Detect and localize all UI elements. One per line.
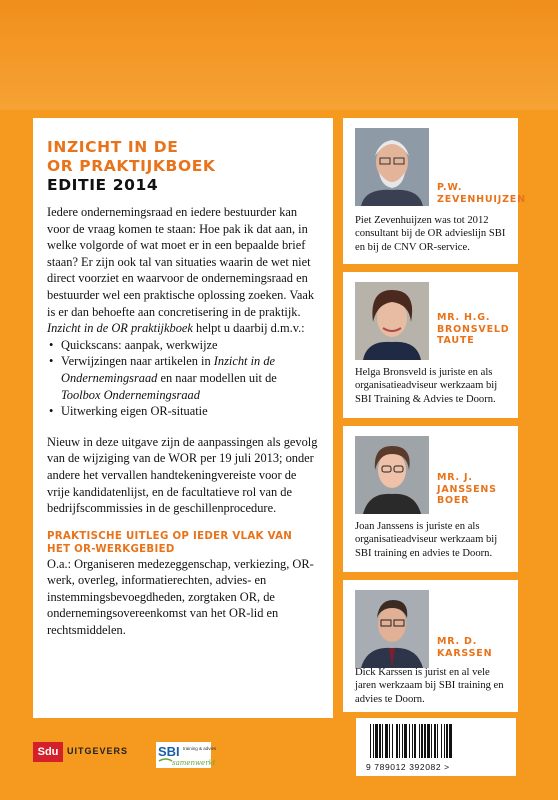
barcode-bar — [392, 724, 393, 758]
list-item-italic: Inzicht in de Ondernemingsraad — [61, 354, 276, 385]
barcode-bar — [404, 724, 407, 758]
barcode-bar — [396, 724, 398, 758]
barcode — [356, 718, 516, 776]
cover-top-band — [0, 0, 558, 110]
sbi-logo-tag: samenwerkt — [172, 759, 216, 767]
barcode-bar — [421, 724, 423, 758]
barcode-bars — [356, 718, 516, 762]
barcode-bar — [431, 724, 432, 758]
author-photo — [355, 282, 429, 360]
author-bio: Dick Karssen is jurist en al vele jaren werkzaam bij SBI training en advies te Doorn. — [355, 667, 504, 705]
barcode-bar — [427, 724, 430, 758]
author-card — [343, 426, 518, 572]
feature-list — [47, 337, 319, 420]
barcode-bar — [437, 724, 438, 758]
isbn-number: 9 789012 392082 > — [366, 762, 450, 772]
sdu-logo: Sdu — [33, 742, 63, 762]
barcode-bar — [373, 724, 374, 758]
main-text-panel — [33, 118, 333, 718]
author-bio: Piet Zevenhuijzen was tot 2012 consultant bij de OR advieslijn SBI en bij de CNV OR-service. — [355, 215, 506, 253]
update-paragraph: Nieuw in deze uitgave zijn de aanpassingen als gevolg van de wijziging van de WOR per 19 juli 2013; onder andere het vervallen handtekeningvereiste voor de vrije kandidatenlijst, en de facultatieve rol van de bedrijfscommissies in de geschillenprocedure. — [47, 434, 318, 516]
barcode-bar — [402, 724, 403, 758]
author-card — [343, 580, 518, 712]
barcode-bar — [419, 724, 420, 758]
barcode-bar — [409, 724, 410, 758]
barcode-bar — [449, 724, 452, 758]
body-text — [47, 204, 319, 639]
author-name: MR. D. KARSSEN — [437, 636, 493, 659]
helps-title: Inzicht in de OR praktijkboek — [47, 321, 193, 336]
list-item — [61, 403, 319, 420]
list-item — [61, 353, 319, 403]
barcode-bar — [441, 724, 442, 758]
book-edition: EDITIE 2014 — [47, 176, 159, 194]
list-item-italic: Toolbox Ondernemingsraad — [61, 387, 200, 402]
barcode-bar — [412, 724, 413, 758]
barcode-bar — [424, 724, 426, 758]
author-name: P.W. ZEVENHUIJZEN — [437, 182, 526, 205]
helps-rest: helpt u daarbij d.m.v.: — [192, 321, 305, 336]
barcode-bar — [446, 724, 448, 758]
barcode-bar — [414, 724, 416, 758]
barcode-bar — [444, 724, 445, 758]
author-bio: Joan Janssens is juriste en als organisatieadviseur werkzaam bij SBI training en advies te Doorn. — [355, 521, 498, 559]
helps-line — [47, 320, 319, 337]
author-photo — [355, 590, 429, 668]
list-item-text: Verwijzingen naar artikelen in — [61, 354, 214, 369]
barcode-bar — [399, 724, 400, 758]
barcode-bar — [385, 724, 388, 758]
barcode-bar — [389, 724, 390, 758]
sbi-logo-sub: training & advies — [183, 746, 217, 751]
list-item-text: en naar modellen uit de — [157, 370, 277, 385]
section-body: O.a.: Organiseren medezeggenschap, verkiezing, OR-werk, overleg, informatierechten, advies- en instemmingsbevoegdheden, zorgtaken OR, de ondernemingsovereenkomst van het OR-lid en rechtsmiddelen. — [47, 556, 314, 638]
author-bio: Helga Bronsveld is juriste en als organisatieadviseur werkzaam bij SBI Training & Advies te Doorn. — [355, 367, 498, 405]
author-card — [343, 272, 518, 418]
section-title: PRAKTISCHE UITLEG OP IEDER VLAK VAN HET OR-WERKGEBIED — [47, 530, 293, 555]
intro-paragraph: Iedere ondernemingsraad en iedere bestuurder kan voor de vraag komen te staan: Hoe pak ik dat aan, in welke volgorde of wat moet er in een bepaalde brief staan? Er zijn ook tal van situaties waarin de wet niet direct voorziet en waarvoor de ondernemingsraad en bestuurder wel een praktische oplossing zoeken. Vaak is er dan behoefte aan concretisering in de praktijk. — [47, 205, 315, 319]
sbi-logo-mark: SBI — [158, 744, 180, 759]
list-item-text: Uitwerking eigen OR-situatie — [61, 404, 208, 419]
author-name: MR. H.G. BRONSVELD TAUTE — [437, 312, 510, 346]
barcode-bar — [382, 724, 383, 758]
book-title: INZICHT IN DE OR PRAKTIJKBOEK — [47, 138, 216, 175]
author-photo — [355, 128, 429, 206]
list-item — [61, 337, 319, 354]
barcode-bar — [375, 724, 378, 758]
barcode-bar — [434, 724, 436, 758]
list-item-text: Quickscans: aanpak, werkwijze — [61, 337, 218, 352]
sbi-logo — [156, 742, 217, 768]
author-photo — [355, 436, 429, 514]
sdu-logo-text: UITGEVERS — [67, 746, 129, 756]
author-name: MR. J. JANSSENS BOER — [437, 472, 497, 506]
barcode-bar — [370, 724, 371, 758]
barcode-bar — [379, 724, 381, 758]
author-card — [343, 118, 526, 264]
